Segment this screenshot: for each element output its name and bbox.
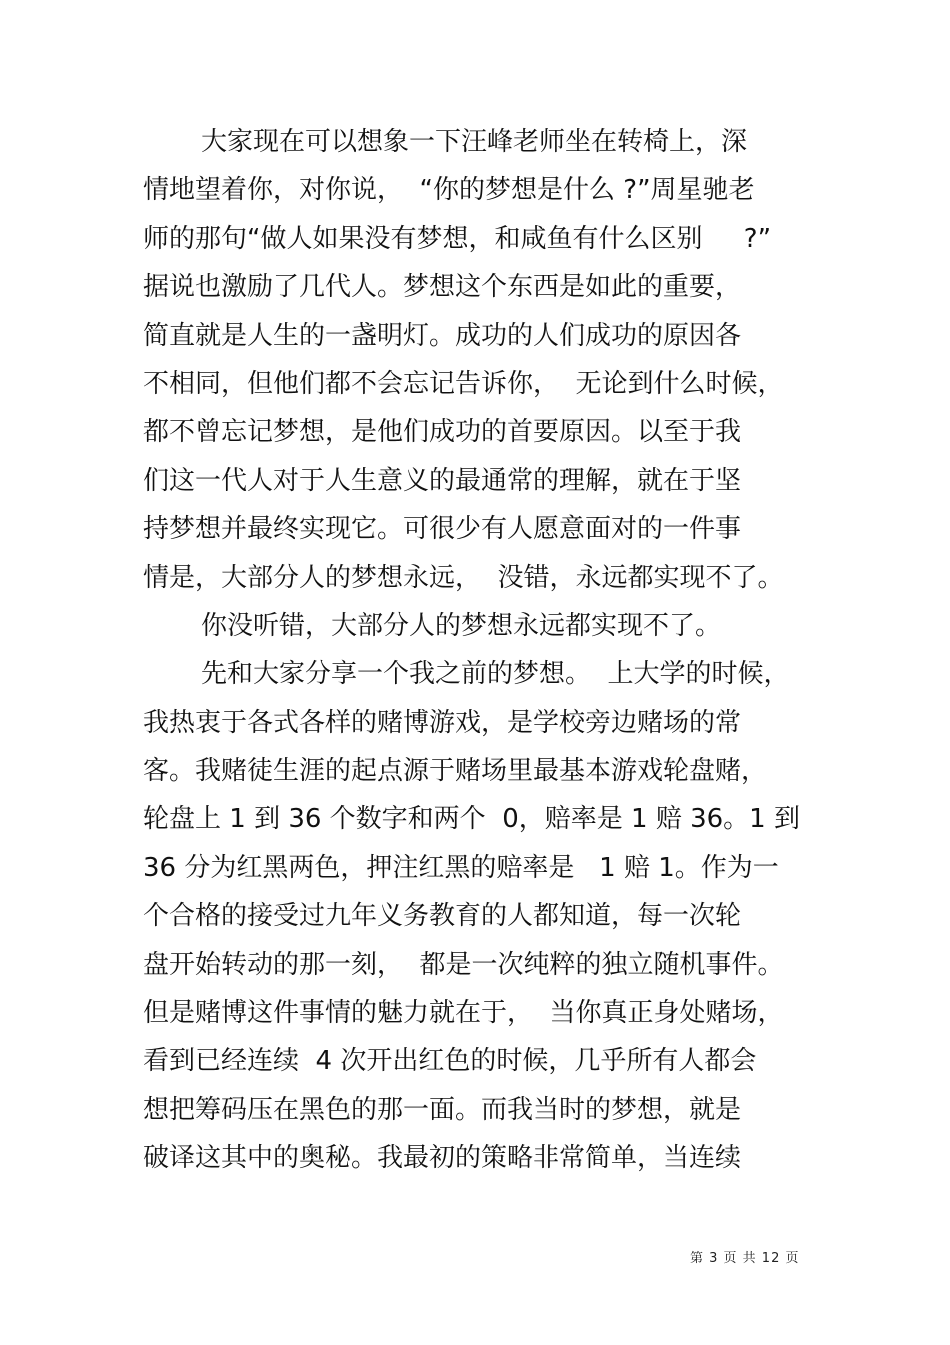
page-number-footer: 第 3 页 共 12 页 — [690, 1251, 800, 1266]
paragraph-line: 据说也激励了几代人。梦想这个东西是如此的重要， — [143, 272, 742, 303]
paragraph-line: 大家现在可以想象一下汪峰老师坐在转椅上，深 — [201, 127, 748, 157]
paragraph-line: 简直就是人生的一盏明灯。成功的人们成功的原因各 — [143, 320, 742, 351]
paragraph-line: 们这一代人对于人生意义的最通常的理解，就在于坚 — [143, 465, 742, 496]
body-text — [143, 118, 823, 1183]
paragraph-line: 先和大家分享一个我之前的梦想。 上大学的时候， — [201, 659, 790, 690]
paragraph-line: 我热衷于各式各样的赌博游戏，是学校旁边赌场的常 — [143, 707, 742, 738]
paragraph-line: 破译这其中的奥秘。我最初的策略非常简单，当连续 — [143, 1143, 742, 1174]
paragraph-line: 盘开始转动的那一刻， 都是一次纯粹的独立随机事件。 — [143, 949, 784, 980]
paragraph-line: 你没听错，大部分人的梦想永远都实现不了。 — [201, 610, 722, 641]
paragraph-line: 不相同，但他们都不会忘记告诉你， 无论到什么时候， — [143, 368, 784, 399]
paragraph-line: 客。我赌徒生涯的起点源于赌场里最基本游戏轮盘赌， — [143, 756, 768, 787]
paragraph-line: 看到已经连续 4 次开出红色的时候，几乎所有人都会 — [143, 1046, 757, 1077]
paragraph-line: 但是赌博这件事情的魅力就在于， 当你真正身处赌场， — [143, 998, 784, 1029]
paragraph-line: 36 分为红黑两色，押注红黑的赔率是 1 赔 1。作为一 — [143, 852, 779, 883]
paragraph-line: 情地望着你，对你说， “你的梦想是什么 ?”周星驰老 — [143, 175, 755, 206]
paragraph-line: 情是，大部分人的梦想永远， 没错，永远都实现不了。 — [143, 562, 784, 593]
paragraph-line: 持梦想并最终实现它。可很少有人愿意面对的一件事 — [143, 514, 742, 545]
paragraph-line: 轮盘上 1 到 36 个数字和两个 0，赔率是 1 赔 36。1 到 — [143, 804, 800, 835]
paragraph-line: 都不曾忘记梦想，是他们成功的首要原因。以至于我 — [143, 417, 742, 448]
paragraph-line: 想把筹码压在黑色的那一面。而我当时的梦想，就是 — [143, 1094, 742, 1125]
paragraph-line: 个合格的接受过九年义务教育的人都知道，每一次轮 — [143, 901, 742, 932]
paragraph-line: 师的那句“做人如果没有梦想，和咸鱼有什么区别 ?” — [143, 223, 772, 254]
